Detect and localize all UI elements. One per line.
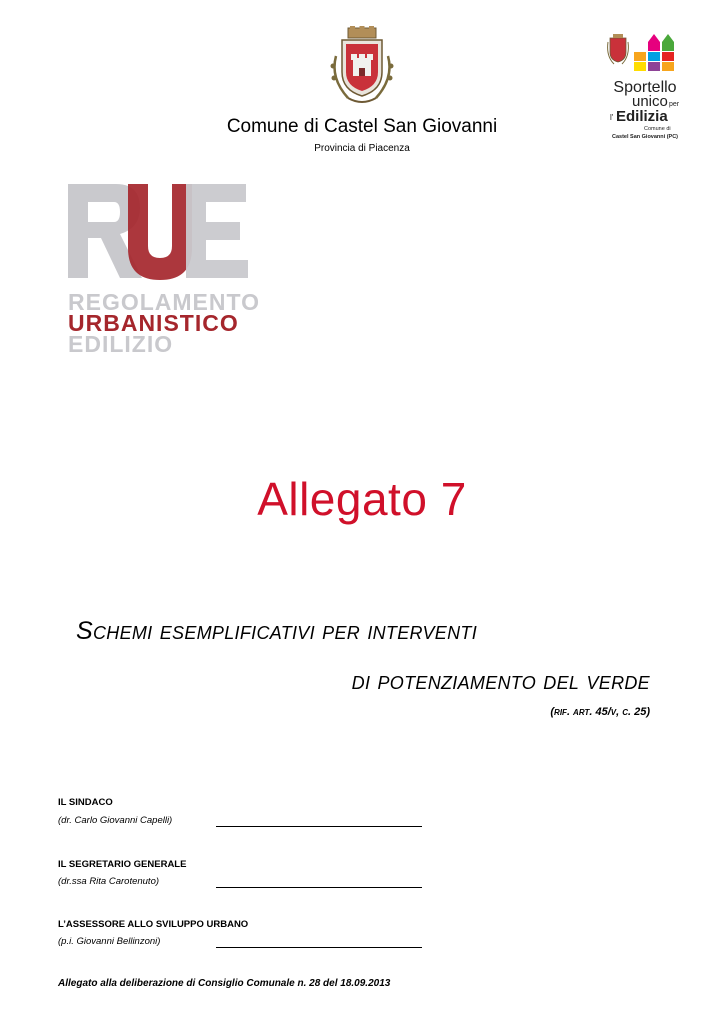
sportello-line4: Comune di — [644, 126, 671, 132]
provincia-name: Provincia di Piacenza — [314, 143, 410, 154]
sportello-line5: Castel San Giovanni (PC) — [611, 134, 679, 140]
rue-line2: URBANISTICO — [68, 310, 239, 336]
rue-line3: EDILIZIO — [68, 331, 174, 354]
signature-role-sindaco: IL SINDACO — [58, 797, 113, 808]
signature-line — [216, 826, 422, 827]
footer-note: Allegato alla deliberazione di Consiglio Comunale n. 28 del 18.09.2013 — [58, 978, 391, 989]
rue-line1: REGOLAMENTO — [68, 289, 261, 315]
colored-blocks-icon — [634, 34, 674, 71]
signature-name-sindaco: (dr. Carlo Giovanni Capelli) — [58, 815, 173, 826]
reference-note: (rif. art. 45/v, c. 25) — [550, 706, 650, 718]
document-title-line1: Schemi esemplificativi per interventi — [76, 617, 478, 645]
allegato-title: Allegato 7 — [257, 473, 467, 525]
sportello-line2: unico — [632, 93, 668, 110]
signature-role-assessore: L’ASSESSORE ALLO SVILUPPO URBANO — [58, 919, 249, 930]
small-crest-icon — [608, 34, 629, 64]
signature-name-segretario: (dr.ssa Rita Carotenuto) — [58, 876, 160, 887]
signature-line — [216, 887, 422, 888]
document-title-line2: di potenziamento del verde — [351, 667, 650, 695]
sportello-line2b: per — [669, 101, 680, 108]
rue-logo — [68, 184, 273, 354]
signature-name-assessore: (p.i. Giovanni Bellinzoni) — [58, 936, 161, 947]
municipal-crest-icon — [326, 26, 398, 108]
signature-line — [216, 947, 422, 948]
signature-role-segretario: IL SEGRETARIO GENERALE — [58, 859, 187, 870]
sportello-line3a: l' — [610, 113, 614, 122]
comune-name: Comune di Castel San Giovanni — [226, 116, 498, 137]
sportello-line1: Sportello — [613, 79, 677, 96]
sportello-line3b: Edilizia — [616, 108, 668, 125]
